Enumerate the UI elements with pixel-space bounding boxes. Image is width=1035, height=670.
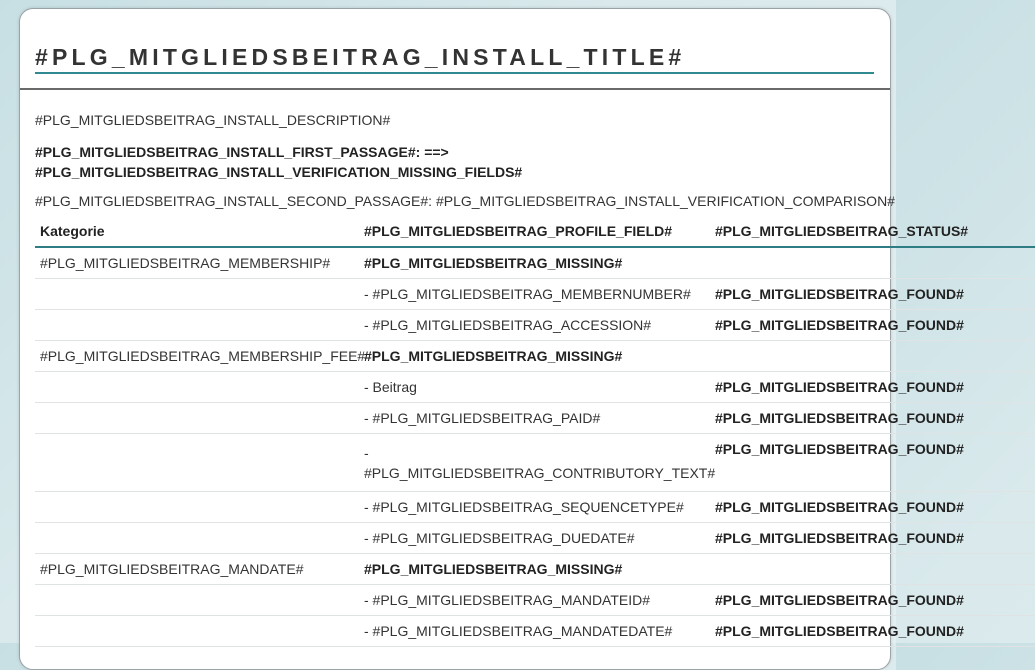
table-row <box>35 434 1035 492</box>
cell-field: - #PLG_MITGLIEDSBEITRAG_MANDATEID# <box>359 585 710 616</box>
cell-category <box>35 523 359 554</box>
cell-field: - #PLG_MITGLIEDSBEITRAG_ACCESSION# <box>359 310 710 341</box>
table-header-row <box>35 216 1035 247</box>
cell-status: #PLG_MITGLIEDSBEITRAG_FOUND# <box>710 310 1035 341</box>
cell-category <box>35 434 359 492</box>
cell-status: #PLG_MITGLIEDSBEITRAG_FOUND# <box>710 492 1035 523</box>
cell-status: #PLG_MITGLIEDSBEITRAG_FOUND# <box>710 372 1035 403</box>
table-row <box>35 279 1035 310</box>
page-title: #PLG_MITGLIEDSBEITRAG_INSTALL_TITLE# <box>35 43 874 74</box>
table-row <box>35 247 1035 279</box>
table-row <box>35 523 1035 554</box>
cell-status <box>710 341 1035 372</box>
cell-field: - #PLG_MITGLIEDSBEITRAG_MANDATEDATE# <box>359 616 710 647</box>
table-row <box>35 554 1035 585</box>
cell-status: #PLG_MITGLIEDSBEITRAG_FOUND# <box>710 279 1035 310</box>
install-description: #PLG_MITGLIEDSBEITRAG_INSTALL_DESCRIPTION# <box>35 112 391 128</box>
cell-status: #PLG_MITGLIEDSBEITRAG_FOUND# <box>710 403 1035 434</box>
cell-field: #PLG_MITGLIEDSBEITRAG_MISSING# <box>359 341 710 372</box>
cell-field: - #PLG_MITGLIEDSBEITRAG_SEQUENCETYPE# <box>359 492 710 523</box>
cell-category <box>35 310 359 341</box>
column-header-status: #PLG_MITGLIEDSBEITRAG_STATUS# <box>710 216 1035 247</box>
install-panel <box>19 8 969 670</box>
first-passage <box>35 142 522 182</box>
table-row <box>35 616 1035 647</box>
cell-category <box>35 585 359 616</box>
table-row <box>35 310 1035 341</box>
cell-category <box>35 279 359 310</box>
cell-status <box>710 247 1035 279</box>
verification-table-wrapper <box>35 216 969 647</box>
cell-field: - #PLG_MITGLIEDSBEITRAG_MEMBERNUMBER# <box>359 279 710 310</box>
cell-status: #PLG_MITGLIEDSBEITRAG_FOUND# <box>710 585 1035 616</box>
cell-status: #PLG_MITGLIEDSBEITRAG_FOUND# <box>710 523 1035 554</box>
cell-category <box>35 403 359 434</box>
cell-status: #PLG_MITGLIEDSBEITRAG_FOUND# <box>710 434 1035 492</box>
cell-status: #PLG_MITGLIEDSBEITRAG_FOUND# <box>710 616 1035 647</box>
verification-table <box>35 216 1035 647</box>
cell-field: - #PLG_MITGLIEDSBEITRAG_PAID# <box>359 403 710 434</box>
table-row <box>35 585 1035 616</box>
second-passage: #PLG_MITGLIEDSBEITRAG_INSTALL_SECOND_PASSAGE#: #PLG_MITGLIEDSBEITRAG_INSTALL_VERIFICATION_COMPARISON# <box>35 193 895 209</box>
cell-field: #PLG_MITGLIEDSBEITRAG_MISSING# <box>359 554 710 585</box>
cell-field: - #PLG_MITGLIEDSBEITRAG_CONTRIBUTORY_TEXT# <box>359 434 710 492</box>
table-row <box>35 341 1035 372</box>
cell-field: - Beitrag <box>359 372 710 403</box>
table-row <box>35 492 1035 523</box>
cell-category <box>35 616 359 647</box>
cell-category: #PLG_MITGLIEDSBEITRAG_MEMBERSHIP# <box>35 247 359 279</box>
first-passage-line1: #PLG_MITGLIEDSBEITRAG_INSTALL_FIRST_PASSAGE#: ==> <box>35 144 449 160</box>
column-header-category: Kategorie <box>35 216 359 247</box>
cell-category: #PLG_MITGLIEDSBEITRAG_MANDATE# <box>35 554 359 585</box>
cell-category <box>35 372 359 403</box>
table-row <box>35 403 1035 434</box>
first-passage-line2: #PLG_MITGLIEDSBEITRAG_INSTALL_VERIFICATION_MISSING_FIELDS# <box>35 164 523 180</box>
cell-category <box>35 492 359 523</box>
cell-field: - #PLG_MITGLIEDSBEITRAG_DUEDATE# <box>359 523 710 554</box>
column-header-profile-field: #PLG_MITGLIEDSBEITRAG_PROFILE_FIELD# <box>359 216 710 247</box>
cell-field: #PLG_MITGLIEDSBEITRAG_MISSING# <box>359 247 710 279</box>
panel-header <box>20 9 890 90</box>
cell-category: #PLG_MITGLIEDSBEITRAG_MEMBERSHIP_FEE# <box>35 341 359 372</box>
cell-status <box>710 554 1035 585</box>
table-row <box>35 372 1035 403</box>
